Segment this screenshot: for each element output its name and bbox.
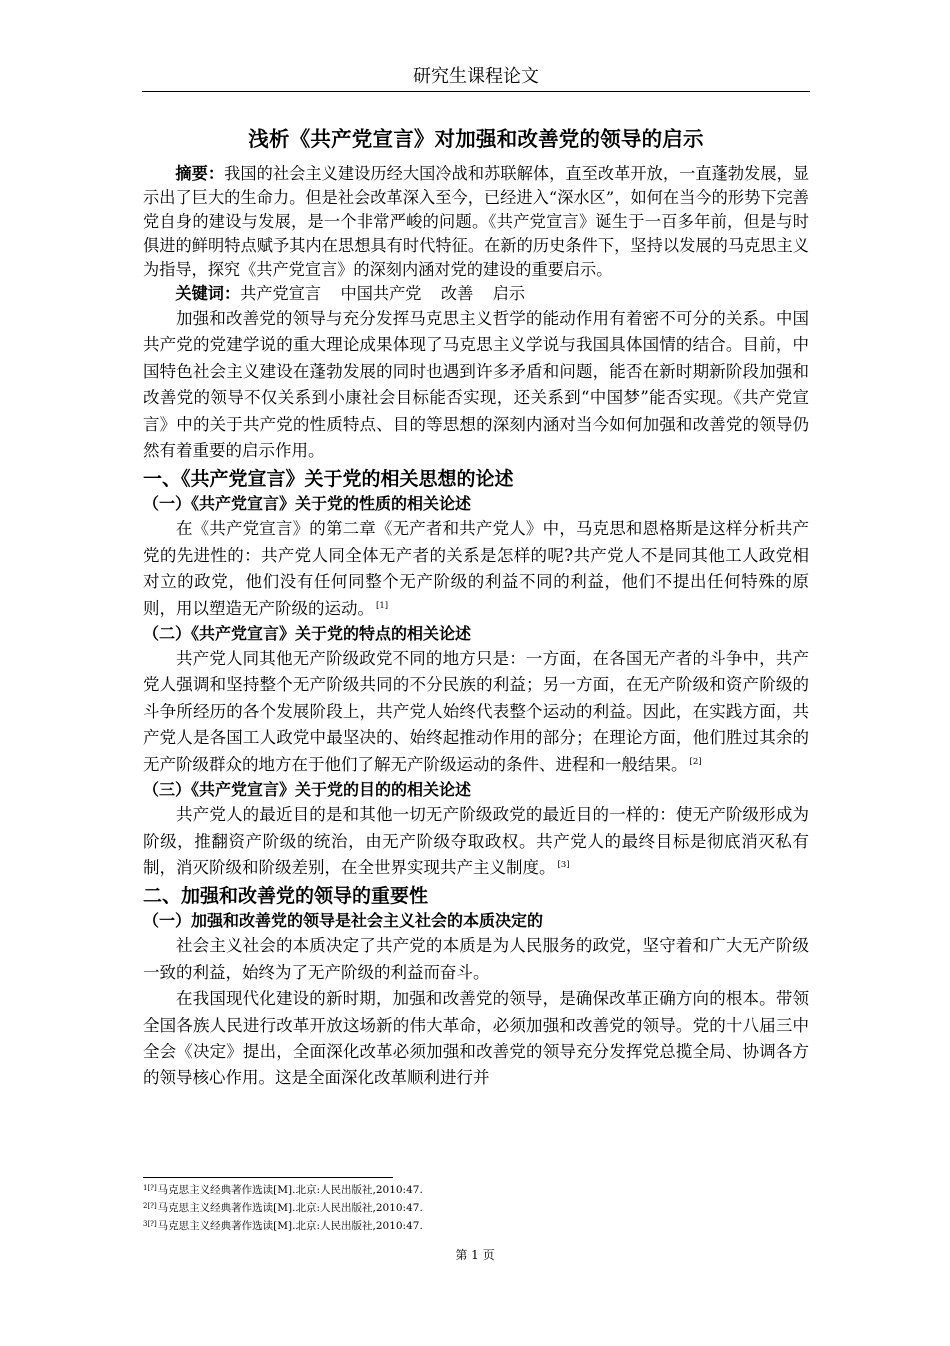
subsection-heading: （三）《共产党宣言》关于党的目的的相关论述 (143, 780, 472, 800)
footnote (143, 1180, 809, 1198)
footnote-mark: 2[?] (143, 1202, 157, 1210)
abstract-label: 摘要： (175, 164, 225, 183)
keywords (143, 282, 809, 306)
footnote-text: 马克思主义经典著作选读[M].北京:人民出版社,2010:47. (157, 1202, 423, 1214)
footnotes (143, 1180, 809, 1234)
keyword-item: 启示 (492, 284, 526, 303)
body-paragraph: 社会主义社会的本质决定了共产党的本质是为人民服务的政党，坚守着和广大无产阶级一致的利益，始终为了无产阶级的利益而奋斗。 (143, 936, 809, 982)
body-paragraph (143, 646, 809, 778)
citation-ref[interactable]: [3] (557, 859, 570, 870)
keyword-item: 中国共产党 (340, 284, 422, 303)
body-paragraph: 在我国现代化建设的新时期，加强和改善党的领导，是确保改革正确方向的根本。带领全国各族人民进行改革开放这场新的伟大革命，必须加强和改善党的领导。党的十八届三中全会《决定》提出，全面深化改革必须加强和改善党的领导充分发挥党总揽全局、协调各方的领导核心作用。这是全面深化改革顺利进行并 (143, 989, 809, 1088)
paragraph-text: 在《共产党宣言》的第二章《无产者和共产党人》中，马克思和恩格斯是这样分析共产党的先进性的：共产党人同全体无产者的关系是怎样的呢?共产党人不是同其他工人政党相对立的政党，他们没有任何同整个无产阶级的利益不同的利益，他们不提出任何特殊的原则，用以塑造无产阶级的运动。 (143, 519, 809, 618)
footnote-text: 马克思主义经典著作选读[M].北京:人民出版社,2010:47. (157, 1184, 423, 1196)
section-heading: 二、加强和改善党的领导的重要性 (143, 885, 429, 908)
footnote-rule (143, 1177, 393, 1178)
keyword-item: 改善 (440, 284, 474, 303)
body-paragraph (143, 802, 809, 881)
header-rule (142, 91, 810, 92)
paragraph-text: 共产党人的最近目的是和其他一切无产阶级政党的最近目的一样的：使无产阶级形成为阶级，推翻资产阶级的统治，由无产阶级夺取政权。共产党人的最终目标是彻底消灭私有制，消灭阶级和阶级差别，在全世界实现共产主义制度。 (143, 805, 809, 877)
footnote (143, 1198, 809, 1216)
abstract (143, 162, 809, 282)
running-header: 研究生课程论文 (413, 66, 539, 87)
page-number: 第 1 页 (455, 1248, 495, 1262)
citation-ref[interactable]: [2] (689, 756, 702, 767)
subsection-heading: （一）加强和改善党的领导是社会主义社会的本质决定的 (143, 911, 544, 931)
subsection-heading: （一）《共产党宣言》关于党的性质的相关论述 (143, 494, 472, 514)
intro-paragraph: 加强和改善党的领导与充分发挥马克思主义哲学的能动作用有着密不可分的关系。中国共产党的党建学说的重大理论成果体现了马克思主义学说与我国具体国情的结合。目前，中国特色社会主义建设在蓬勃发展的同时也遇到许多矛盾和问题，能否在新时期新阶段加强和改善党的领导不仅关系到小康社会目标能否实现，还关系到“中国梦”能否实现。《共产党宣言》中的关于共产党的性质特点、目的等思想的深刻内涵对当今如何加强和改善党的领导仍然有着重要的启示作用。 (143, 309, 809, 461)
footnote-text: 马克思主义经典著作选读[M].北京:人民出版社,2010:47. (157, 1220, 423, 1232)
footnote-mark: 3[?] (143, 1220, 157, 1228)
page-content (143, 124, 809, 1092)
paper-title: 浅析《共产党宣言》对加强和改善党的领导的启示 (248, 127, 704, 151)
abstract-text: 我国的社会主义建设历经大国冷战和苏联解体，直至改革开放，一直蓬勃发展，显示出了巨大的生命力。但是社会改革深入至今，已经进入“深水区”，如何在当今的形势下完善党自身的建设与发展，是一个非常严峻的问题。《共产党宣言》诞生于一百多年前，但是与时俱进的鲜明特点赋予其内在思想具有时代特征。在新的历史条件下，坚持以发展的马克思主义为指导，探究《共产党宣言》的深刻内涵对党的建设的重要启示。 (143, 164, 810, 279)
footnote (143, 1216, 809, 1234)
subsection-heading: （二）《共产党宣言》关于党的特点的相关论述 (143, 624, 472, 644)
keyword-item: 共产党宣言 (240, 284, 322, 303)
section-heading: 一、《共产党宣言》关于党的相关思想的论述 (143, 468, 514, 491)
body-paragraph (143, 516, 809, 622)
keywords-label: 关键词： (175, 284, 241, 303)
citation-ref[interactable]: [1] (376, 600, 389, 611)
paragraph-text: 共产党人同其他无产阶级政党不同的地方只是：一方面，在各国无产者的斗争中，共产党人强调和坚持整个无产阶级共同的不分民族的利益；另一方面，在无产阶级和资产阶级的斗争所经历的各个发展阶段上，共产党人始终代表整个运动的利益。因此，在实践方面，共产党人是各国工人政党中最坚决的、始终起推动作用的部分；在理论方面，他们胜过其余的无产阶级群众的地方在于他们了解无产阶级运动的条件、进程和一般结果。 (143, 649, 809, 774)
footnote-mark: 1[?] (143, 1184, 157, 1192)
